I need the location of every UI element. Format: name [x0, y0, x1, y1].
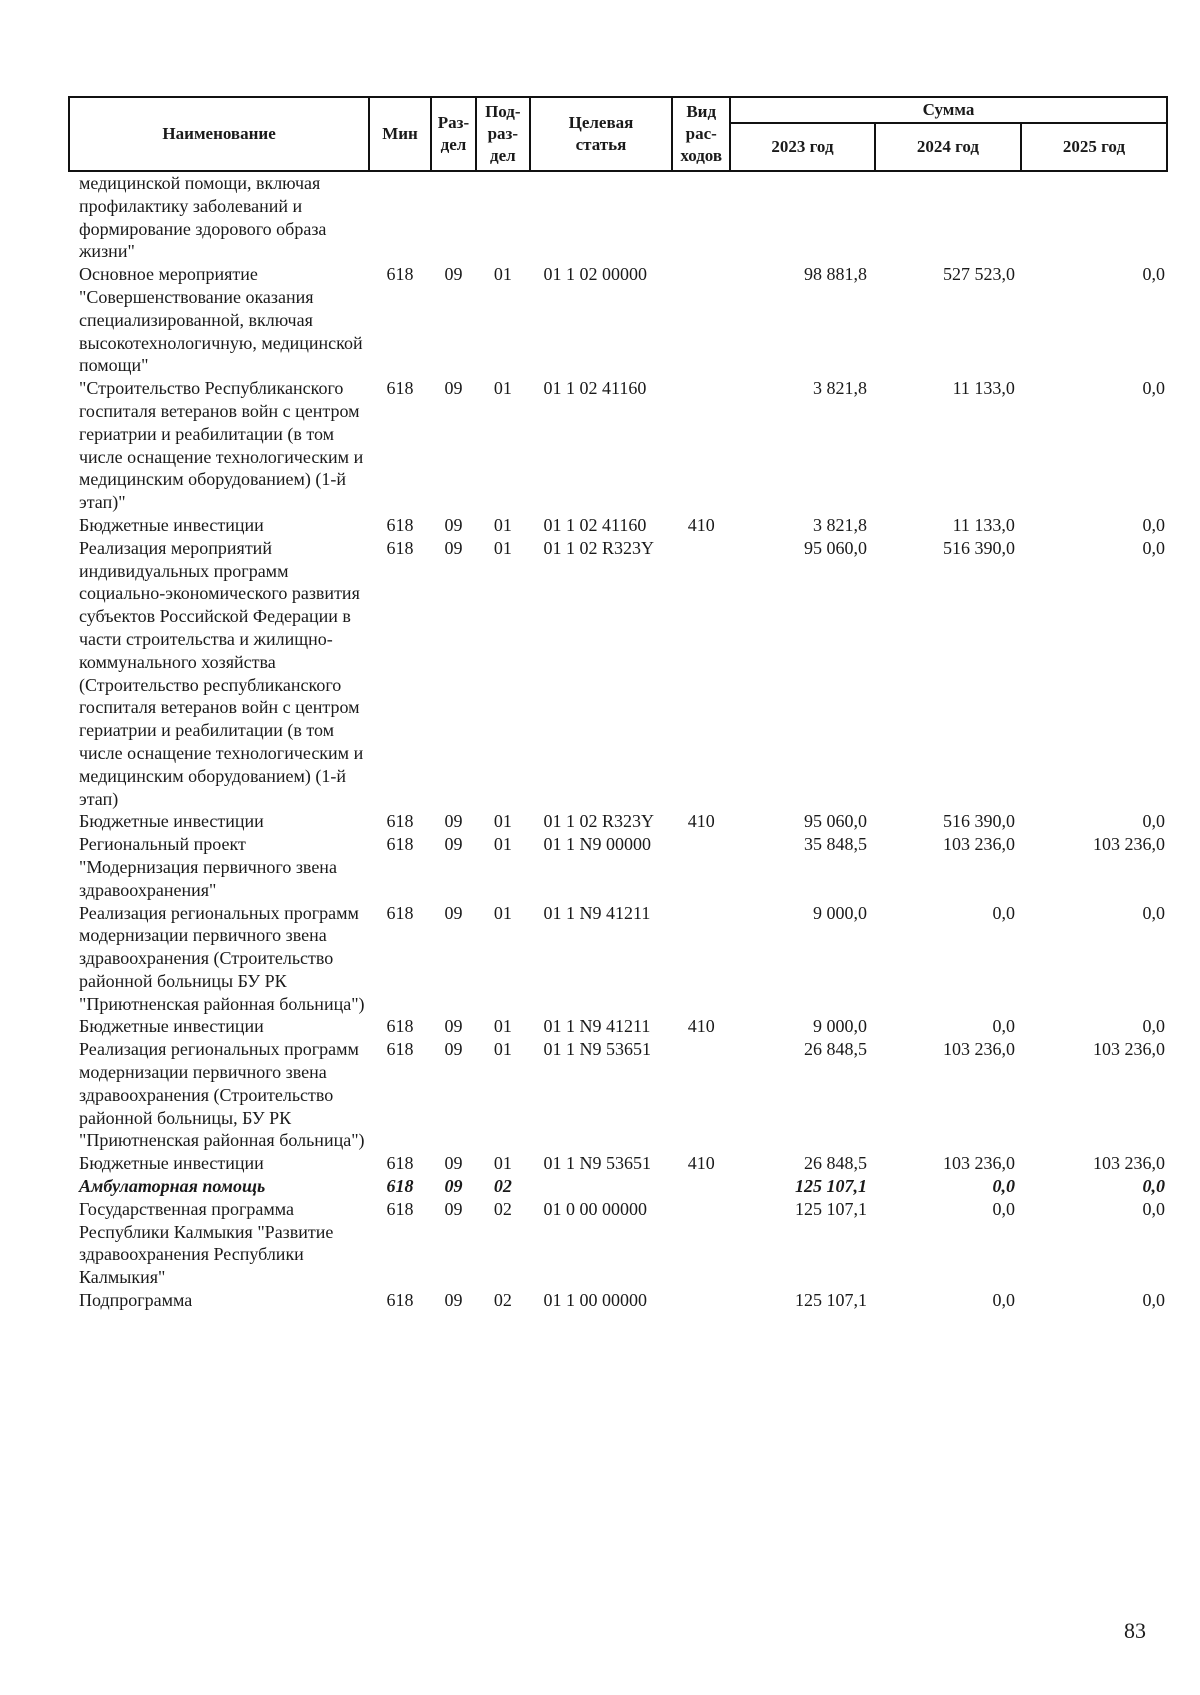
table-row — [69, 1175, 1167, 1198]
cell-min: 618 — [386, 1176, 414, 1197]
cell-sum-2024: 0,0 — [992, 1290, 1015, 1311]
cell-sum-2024: 103 236,0 — [942, 1153, 1015, 1174]
cell-razdel: 09 — [444, 1153, 463, 1174]
cell-target-article: 01 1 N9 53651 — [543, 1153, 652, 1174]
cell-podrazdel: 01 — [493, 1039, 512, 1060]
cell-sum-2025: 0,0 — [1142, 378, 1165, 399]
cell-name: Основное мероприятие "Совершенствование оказания специализированной, включая высокотехнологичную, медицинской помощи" — [79, 264, 363, 376]
cell-name: Реализация мероприятий индивидуальных программ социально-экономического развития субъектов Российской Федерации в части строительства и жилищно-коммунального хозяйства (Строительство республиканского госпиталя ветеранов войн с центром гериатрии и реабилитации (в том числе оснащение технологическим и медицинским оборудованием) (1-й этап) — [79, 537, 364, 809]
cell-name: медицинской помощи, включая профилактику заболеваний и формирование здорового образа жизни" — [79, 173, 327, 262]
cell-sum-2023: 26 848,5 — [803, 1153, 867, 1174]
cell-expense-type — [672, 1198, 730, 1289]
cell-podrazdel: 02 — [493, 1176, 512, 1197]
cell-name: Региональный проект "Модернизация первичного звена здравоохранения" — [79, 834, 337, 900]
cell-target-article: 01 1 N9 53651 — [543, 1039, 652, 1060]
cell-sum-2023: 125 107,1 — [794, 1198, 867, 1219]
cell-sum-2023: 98 881,8 — [803, 264, 867, 285]
table-row — [69, 1015, 1167, 1038]
cell-sum-2025: 0,0 — [1142, 264, 1165, 285]
table-row — [69, 514, 1167, 537]
table-row — [69, 810, 1167, 833]
cell-podrazdel: 02 — [493, 1290, 512, 1311]
cell-sum-2024: 516 390,0 — [942, 811, 1015, 832]
cell-sum-2023: 95 060,0 — [803, 537, 867, 558]
cell-target-article: 01 1 N9 00000 — [543, 834, 652, 855]
cell-sum-2023: 3 821,8 — [812, 514, 867, 535]
cell-sum-2024: 0,0 — [992, 1176, 1015, 1197]
cell-podrazdel: 01 — [493, 264, 512, 285]
cell-podrazdel: 01 — [493, 811, 512, 832]
cell-min: 618 — [386, 834, 414, 855]
cell-sum-2025: 0,0 — [1142, 1176, 1165, 1197]
cell-razdel: 09 — [444, 811, 463, 832]
cell-sum-2025 — [1021, 171, 1167, 263]
header-summa: Сумма — [730, 97, 1167, 123]
cell-name: "Строительство Республиканского госпиталя ветеранов войн с центром гериатрии и реабилитации (в том числе оснащение технологическим и медицинским оборудованием) (1-й этап)" — [79, 378, 364, 513]
cell-sum-2025: 103 236,0 — [1093, 1153, 1165, 1174]
cell-podrazdel: 01 — [493, 902, 512, 923]
header-razdel: Раз- дел — [431, 97, 476, 171]
cell-min: 618 — [386, 1016, 414, 1037]
cell-min: 618 — [386, 264, 414, 285]
header-year-2025: 2025 год — [1021, 123, 1167, 171]
table-row — [69, 833, 1167, 901]
cell-sum-2024 — [875, 171, 1021, 263]
cell-min — [369, 171, 431, 263]
cell-min: 618 — [386, 1198, 414, 1219]
cell-expense-type — [672, 902, 730, 1016]
cell-expense-type — [672, 1038, 730, 1152]
cell-sum-2024: 527 523,0 — [942, 264, 1015, 285]
cell-sum-2025: 103 236,0 — [1093, 834, 1165, 855]
cell-sum-2024: 0,0 — [992, 1198, 1015, 1219]
cell-podrazdel: 01 — [493, 378, 512, 399]
cell-sum-2025: 0,0 — [1142, 537, 1165, 558]
table-row — [69, 1198, 1167, 1289]
cell-expense-type — [672, 1175, 730, 1198]
cell-min: 618 — [386, 1153, 414, 1174]
cell-sum-2024: 516 390,0 — [942, 537, 1015, 558]
cell-sum-2024: 11 133,0 — [952, 514, 1015, 535]
cell-sum-2024: 103 236,0 — [942, 834, 1015, 855]
cell-sum-2023: 26 848,5 — [803, 1039, 867, 1060]
cell-razdel: 09 — [444, 1016, 463, 1037]
cell-sum-2023: 95 060,0 — [803, 811, 867, 832]
table-body — [69, 171, 1167, 1312]
cell-sum-2025: 0,0 — [1142, 902, 1165, 923]
cell-sum-2025: 0,0 — [1142, 514, 1165, 535]
cell-min: 618 — [386, 514, 414, 535]
table-row — [69, 1152, 1167, 1175]
cell-min: 618 — [386, 1290, 414, 1311]
cell-expense-type — [672, 1289, 730, 1312]
header-expense-type: Вид рас- ходов — [672, 97, 730, 171]
cell-podrazdel: 01 — [493, 1016, 512, 1037]
cell-sum-2025: 0,0 — [1142, 1198, 1165, 1219]
cell-podrazdel: 01 — [493, 1153, 512, 1174]
table-row — [69, 1038, 1167, 1152]
cell-sum-2025: 0,0 — [1142, 1290, 1165, 1311]
cell-min: 618 — [386, 811, 414, 832]
budget-table — [68, 96, 1168, 1312]
cell-target-article — [530, 1175, 673, 1198]
cell-razdel: 09 — [444, 537, 463, 558]
cell-expense-type — [672, 537, 730, 811]
cell-name: Реализация региональных программ модернизации первичного звена здравоохранения (Строительство районной больницы БУ РК "Приютненская районная больница") — [79, 902, 365, 1014]
cell-expense-type — [672, 833, 730, 901]
cell-razdel: 09 — [444, 902, 463, 923]
budget-document-page — [68, 96, 1168, 1312]
cell-sum-2023: 9 000,0 — [812, 902, 867, 923]
header-year-2023: 2023 год — [730, 123, 875, 171]
cell-target-article: 01 1 N9 41211 — [543, 902, 651, 923]
cell-name: Бюджетные инвестиции — [79, 1016, 264, 1037]
cell-podrazdel: 01 — [493, 834, 512, 855]
cell-expense-type: 410 — [687, 811, 715, 832]
cell-podrazdel: 01 — [493, 537, 512, 558]
cell-name: Бюджетные инвестиции — [79, 811, 264, 832]
cell-expense-type — [672, 171, 730, 263]
cell-target-article: 01 1 02 R323Y — [543, 537, 655, 558]
header-name: Наименование — [69, 97, 369, 171]
cell-name: Амбулаторная помощь — [79, 1176, 266, 1197]
cell-target-article: 01 1 02 41160 — [543, 514, 647, 535]
cell-razdel: 09 — [444, 1198, 463, 1219]
cell-min: 618 — [386, 902, 414, 923]
cell-sum-2025: 0,0 — [1142, 1016, 1165, 1037]
cell-expense-type: 410 — [687, 514, 715, 535]
cell-razdel: 09 — [444, 264, 463, 285]
cell-expense-type — [672, 263, 730, 377]
header-year-2024: 2024 год — [875, 123, 1021, 171]
table-row — [69, 1289, 1167, 1312]
cell-target-article: 01 1 N9 41211 — [543, 1016, 651, 1037]
cell-name: Государственная программа Республики Калмыкия "Развитие здравоохранения Республики Калмыкия" — [79, 1198, 334, 1288]
cell-name: Бюджетные инвестиции — [79, 514, 264, 535]
cell-sum-2024: 0,0 — [992, 1016, 1015, 1037]
header-min: Мин — [369, 97, 431, 171]
header-target-article: Целевая статья — [530, 97, 673, 171]
cell-sum-2025: 0,0 — [1142, 811, 1165, 832]
cell-target-article: 01 1 02 00000 — [543, 264, 648, 285]
cell-razdel: 09 — [444, 834, 463, 855]
cell-target-article — [530, 171, 673, 263]
cell-name: Подпрограмма — [79, 1290, 193, 1311]
cell-min: 618 — [386, 378, 414, 399]
cell-expense-type — [672, 377, 730, 514]
cell-expense-type: 410 — [687, 1016, 715, 1037]
table-row — [69, 263, 1167, 377]
cell-expense-type: 410 — [687, 1153, 715, 1174]
table-row — [69, 377, 1167, 514]
cell-podrazdel: 01 — [493, 514, 512, 535]
cell-razdel: 09 — [444, 1290, 463, 1311]
table-header — [69, 97, 1167, 171]
cell-razdel: 09 — [444, 514, 463, 535]
cell-razdel: 09 — [444, 1039, 463, 1060]
cell-podrazdel: 02 — [493, 1198, 512, 1219]
cell-podrazdel — [476, 171, 529, 263]
page-number: 83 — [1124, 1618, 1146, 1643]
cell-min: 618 — [386, 537, 414, 558]
cell-target-article: 01 1 02 R323Y — [543, 811, 655, 832]
table-row — [69, 902, 1167, 1016]
cell-sum-2024: 0,0 — [992, 902, 1015, 923]
cell-name: Реализация региональных программ модернизации первичного звена здравоохранения (Строительство районной больницы, БУ РК "Приютненская районная больница") — [79, 1039, 365, 1151]
header-podrazdel: Под- раз- дел — [476, 97, 529, 171]
cell-sum-2023: 3 821,8 — [812, 378, 867, 399]
cell-razdel: 09 — [444, 378, 463, 399]
cell-sum-2024: 103 236,0 — [942, 1039, 1015, 1060]
cell-min: 618 — [386, 1039, 414, 1060]
cell-sum-2023: 125 107,1 — [794, 1176, 867, 1197]
table-row — [69, 537, 1167, 811]
cell-sum-2023: 125 107,1 — [794, 1290, 867, 1311]
cell-name: Бюджетные инвестиции — [79, 1153, 264, 1174]
cell-target-article: 01 1 00 00000 — [543, 1290, 648, 1311]
table-row — [69, 171, 1167, 263]
cell-sum-2025: 103 236,0 — [1093, 1039, 1165, 1060]
cell-target-article: 01 1 02 41160 — [543, 378, 647, 399]
cell-target-article: 01 0 00 00000 — [543, 1198, 648, 1219]
cell-sum-2024: 11 133,0 — [952, 378, 1015, 399]
cell-sum-2023: 9 000,0 — [812, 1016, 867, 1037]
cell-sum-2023: 35 848,5 — [803, 834, 867, 855]
cell-razdel — [431, 171, 476, 263]
cell-sum-2023 — [730, 171, 875, 263]
cell-razdel: 09 — [444, 1176, 463, 1197]
